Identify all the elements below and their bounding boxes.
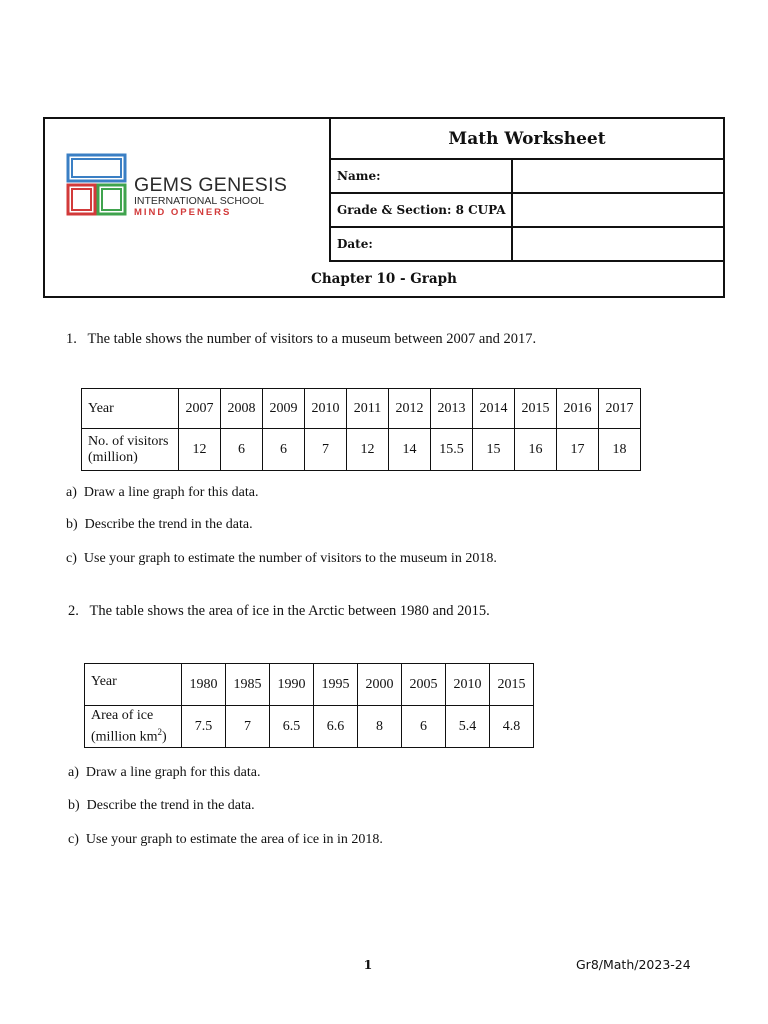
question-1-text: The table shows the number of visitors to a museum between 2007 and 2017.	[87, 331, 537, 347]
table-cell-year: 1995	[314, 664, 358, 706]
table-cell-year: 2013	[431, 389, 473, 429]
name-label: Name:	[337, 169, 381, 183]
table-cell-value: 6.5	[270, 706, 314, 748]
table-cell-year: 2011	[347, 389, 389, 429]
logo-cell	[45, 119, 331, 262]
school-tagline: MIND OPENERS	[134, 207, 232, 218]
question-1-part-b	[66, 517, 253, 533]
table-cell-value: 6	[402, 706, 446, 748]
part-text: Draw a line graph for this data.	[85, 765, 261, 780]
document-code: Gr8/Math/2023-24	[576, 957, 691, 972]
ice-header-end: )	[162, 729, 167, 745]
date-field[interactable]	[511, 228, 723, 260]
school-logo-icon	[66, 153, 128, 217]
question-1-part-a	[66, 485, 258, 501]
table-cell-value: 7	[305, 429, 347, 471]
part-letter: b)	[66, 517, 78, 532]
table-cell-year: 2015	[490, 664, 534, 706]
date-label: Date:	[337, 237, 373, 251]
table-cell-value: 5.4	[446, 706, 490, 748]
table-cell-year: 2017	[599, 389, 641, 429]
school-subtitle: INTERNATIONAL SCHOOL	[134, 195, 265, 207]
table-cell-value: 15	[473, 429, 515, 471]
part-text: Use your graph to estimate the area of ice in in 2018.	[85, 832, 383, 847]
question-2-text: The table shows the area of ice in the Arctic between 1980 and 2015.	[89, 603, 490, 619]
table-cell-year: 2010	[446, 664, 490, 706]
table-cell-value: 8	[358, 706, 402, 748]
table-cell-value: 4.8	[490, 706, 534, 748]
question-2-number: 2.	[68, 603, 79, 619]
table-header-year: Year	[82, 389, 179, 429]
table-cell-value: 15.5	[431, 429, 473, 471]
grade-section-label: Grade & Section: 8 CUPA	[337, 203, 506, 217]
visitors-header-line1: No. of visitors	[88, 433, 169, 449]
table-cell-year: 2012	[389, 389, 431, 429]
table-cell-year: 2014	[473, 389, 515, 429]
table-cell-year: 2000	[358, 664, 402, 706]
table-cell-year: 1990	[270, 664, 314, 706]
table-cell-year: 2010	[305, 389, 347, 429]
visitors-header-line2: (million)	[88, 449, 138, 465]
table-cell-year: 1980	[182, 664, 226, 706]
table-cell-year: 2005	[402, 664, 446, 706]
table-cell-year: 1985	[226, 664, 270, 706]
worksheet-header	[43, 117, 725, 298]
name-row	[331, 160, 723, 194]
table-cell-year: 2015	[515, 389, 557, 429]
table-cell-year: 2008	[221, 389, 263, 429]
question-2-part-a	[68, 765, 260, 781]
part-text: Describe the trend in the data.	[84, 517, 253, 532]
part-letter: c)	[66, 551, 77, 566]
table-cell-value: 12	[347, 429, 389, 471]
table-header-year: Year	[85, 664, 182, 706]
part-letter: b)	[68, 798, 80, 813]
chapter-title: Chapter 10 - Graph	[311, 271, 457, 287]
table-cell-value: 17	[557, 429, 599, 471]
grade-section-row	[331, 194, 723, 228]
table-header-ice-area	[85, 706, 182, 748]
arctic-ice-table	[84, 663, 534, 748]
ice-header-line1: Area of ice	[91, 707, 154, 723]
table-row-visitors	[82, 429, 641, 471]
part-text: Draw a line graph for this data.	[83, 485, 259, 500]
school-logo-text	[134, 175, 287, 218]
table-cell-year: 2016	[557, 389, 599, 429]
part-letter: a)	[68, 765, 79, 780]
question-2-part-b	[68, 798, 255, 814]
part-text: Use your graph to estimate the number of visitors to the museum in 2018.	[83, 551, 497, 566]
table-row-year	[82, 389, 641, 429]
question-1-part-c	[66, 551, 497, 567]
worksheet-title: Math Worksheet	[331, 119, 723, 160]
date-row	[331, 228, 723, 262]
part-text: Describe the trend in the data.	[86, 798, 255, 813]
table-row-ice-area	[85, 706, 534, 748]
table-cell-value: 16	[515, 429, 557, 471]
question-1	[66, 331, 536, 348]
table-cell-value: 12	[179, 429, 221, 471]
grade-section-field[interactable]	[511, 194, 723, 226]
part-letter: a)	[66, 485, 77, 500]
table-cell-value: 14	[389, 429, 431, 471]
table-cell-value: 7	[226, 706, 270, 748]
ice-header-line2: (million km	[91, 729, 158, 745]
school-name: GEMS GENESIS	[134, 174, 288, 196]
table-row-year	[85, 664, 534, 706]
table-cell-year: 2009	[263, 389, 305, 429]
page-number: 1	[363, 957, 373, 972]
table-header-visitors	[82, 429, 179, 471]
table-cell-value: 7.5	[182, 706, 226, 748]
table-cell-value: 18	[599, 429, 641, 471]
question-1-number: 1.	[66, 331, 77, 347]
table-cell-value: 6.6	[314, 706, 358, 748]
question-2-part-c	[68, 832, 383, 848]
ice-header-superscript: 2	[157, 726, 162, 737]
table-cell-year: 2007	[179, 389, 221, 429]
question-2	[68, 603, 490, 620]
museum-visitors-table	[81, 388, 641, 471]
table-cell-value: 6	[221, 429, 263, 471]
name-field[interactable]	[511, 160, 723, 192]
table-cell-value: 6	[263, 429, 305, 471]
part-letter: c)	[68, 832, 79, 847]
